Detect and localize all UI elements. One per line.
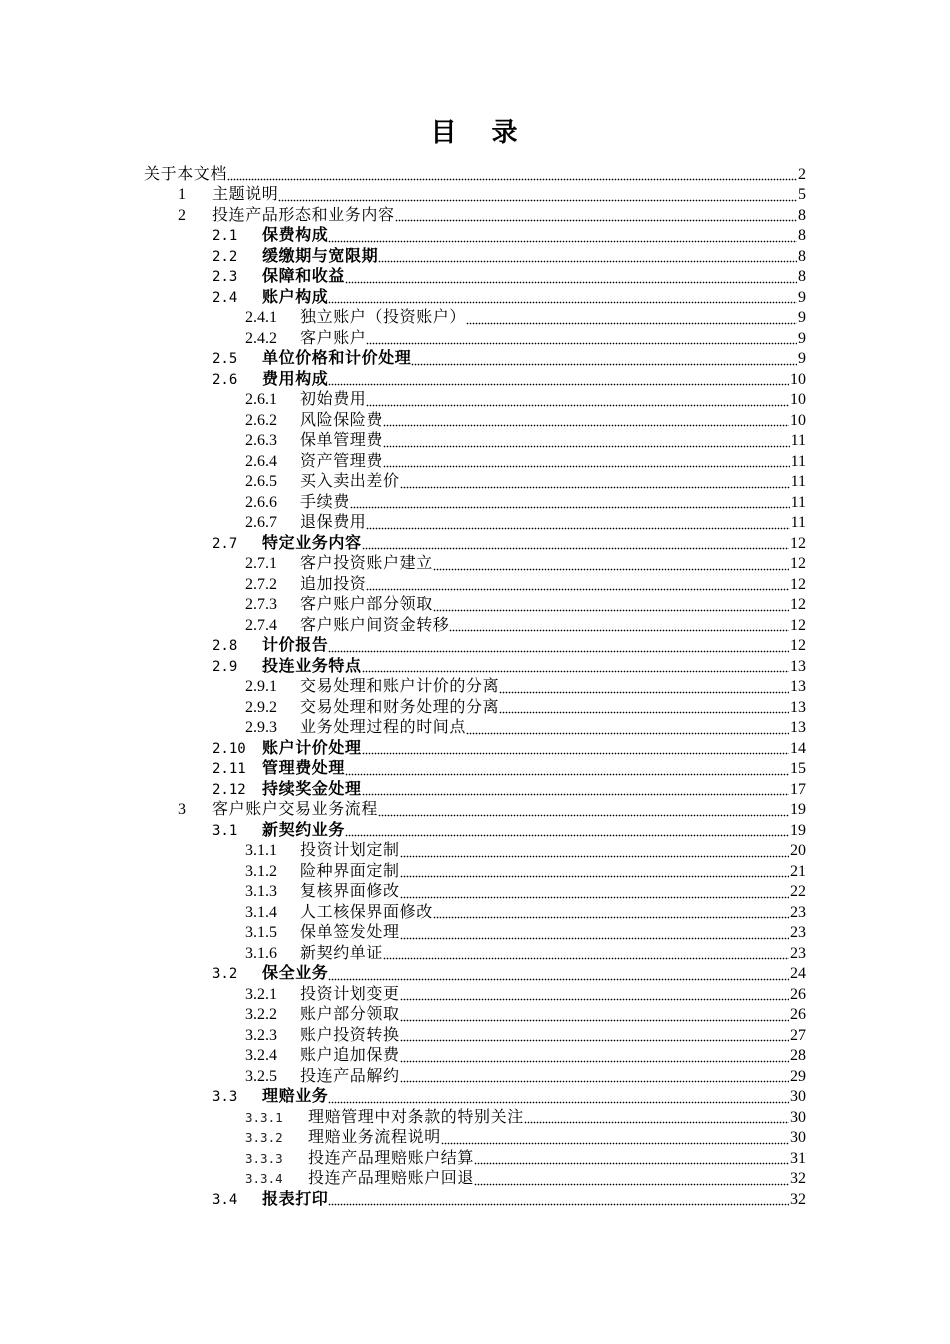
toc-entry-title: 买入卖出差价	[300, 473, 400, 491]
toc-entry-title: 账户计价处理	[262, 739, 362, 757]
toc-entry-page-number: 19	[790, 801, 806, 819]
toc-entry	[212, 370, 806, 391]
toc-entry-page-number: 9	[798, 329, 806, 347]
toc-entry-title: 保障和收益	[262, 268, 346, 286]
toc-entry-number: 2.9	[212, 658, 238, 675]
toc-entry-page-number: 30	[790, 1108, 806, 1126]
toc-entry-title: 关于本文档	[144, 165, 228, 183]
toc-dot-leader	[383, 452, 790, 473]
toc-dot-leader	[395, 206, 797, 227]
toc-entry	[245, 862, 806, 883]
toc-entry	[245, 1005, 806, 1026]
toc-entry-number: 3.1.4	[245, 903, 277, 921]
toc-entry-title: 人工核保界面修改	[300, 903, 433, 921]
toc-entry	[245, 882, 806, 903]
toc-entry-page-number: 30	[790, 1129, 806, 1147]
toc-dot-leader	[400, 882, 789, 903]
toc-entry-number: 2.7.4	[245, 616, 277, 634]
toc-entry-number: 3.3.4	[245, 1171, 283, 1187]
toc-entry	[245, 308, 806, 329]
toc-entry-page-number: 13	[790, 657, 806, 675]
toc-entry-title: 报表打印	[262, 1190, 329, 1208]
toc-entry-title: 交易处理和账户计价的分离	[300, 678, 500, 696]
toc-entry-number: 3.1.2	[245, 862, 277, 880]
toc-entry	[245, 329, 806, 350]
toc-entry-page-number: 9	[798, 350, 806, 368]
toc-entry-number: 2.6.3	[245, 432, 277, 450]
toc-dot-leader	[366, 390, 789, 411]
toc-entry-title: 理赔业务	[262, 1088, 329, 1106]
toc-entry-number: 2.2	[212, 248, 238, 265]
toc-dot-leader	[278, 185, 797, 206]
toc-entry-page-number: 2	[798, 165, 806, 183]
toc-entry-page-number: 8	[798, 247, 806, 265]
toc-entry-number: 3.2.1	[245, 985, 277, 1003]
toc-dot-leader	[524, 1108, 789, 1129]
toc-dot-leader	[383, 944, 789, 965]
toc-dot-leader	[400, 841, 789, 862]
toc-dot-leader	[400, 472, 790, 493]
toc-entry-page-number: 32	[790, 1170, 806, 1188]
toc-entry-page-number: 13	[790, 698, 806, 716]
toc-entry	[245, 1128, 806, 1149]
toc-entry-page-number: 26	[790, 985, 806, 1003]
toc-entry	[178, 185, 806, 206]
toc-entry-title: 管理费处理	[262, 760, 346, 778]
toc-entry-number: 2.4.2	[245, 329, 277, 347]
toc-entry	[245, 698, 806, 719]
toc-entry-page-number: 9	[798, 309, 806, 327]
toc-entry-number: 2.9.1	[245, 678, 277, 696]
toc-entry-number: 3.3.3	[245, 1150, 283, 1166]
toc-dot-leader	[345, 821, 789, 842]
toc-entry-number: 3.1.5	[245, 924, 277, 942]
toc-entry	[245, 677, 806, 698]
toc-entry-page-number: 24	[790, 965, 806, 983]
toc-entry	[212, 759, 806, 780]
toc-entry	[212, 534, 806, 555]
toc-entry-title: 客户投资账户建立	[300, 555, 433, 573]
toc-dot-leader	[328, 1087, 789, 1108]
toc-dot-leader	[378, 800, 789, 821]
toc-dot-leader	[474, 1149, 789, 1170]
toc-entry-page-number: 26	[790, 1006, 806, 1024]
toc-entry-number: 2.10	[212, 740, 246, 757]
toc-entry-title: 投连产品形态和业务内容	[212, 206, 395, 224]
toc-entry-number: 3.3	[212, 1089, 238, 1106]
toc-entry-title: 保单管理费	[300, 432, 384, 450]
toc-entry	[212, 226, 806, 247]
toc-dot-leader	[400, 985, 789, 1006]
toc-entry-number: 2.9.3	[245, 719, 277, 737]
toc-entry-number: 2.3	[212, 269, 238, 286]
toc-entry-page-number: 17	[790, 780, 806, 798]
toc-dot-leader	[433, 903, 789, 924]
toc-entry-title: 客户账户间资金转移	[300, 616, 450, 634]
toc-entry-page-number: 10	[790, 370, 806, 388]
toc-entry-page-number: 9	[798, 288, 806, 306]
toc-entry-page-number: 32	[790, 1190, 806, 1208]
toc-entry-number: 2.12	[212, 781, 246, 798]
toc-entry-title: 保单签发处理	[300, 924, 400, 942]
toc-entry-title: 主题说明	[212, 186, 279, 204]
toc-entry-title: 持续奖金处理	[262, 780, 362, 798]
toc-entry-number: 3	[178, 801, 186, 819]
toc-dot-leader	[345, 759, 789, 780]
toc-entry-number: 2.7.3	[245, 596, 277, 614]
toc-entry-title: 投连产品解约	[300, 1067, 400, 1085]
toc-entry-page-number: 8	[798, 206, 806, 224]
toc-entry	[245, 1108, 806, 1129]
toc-entry-page-number: 22	[790, 883, 806, 901]
table-of-contents	[0, 165, 950, 1211]
toc-entry-number: 2.5	[212, 351, 238, 368]
toc-dot-leader	[400, 1026, 789, 1047]
toc-entry-number: 3.2	[212, 966, 238, 983]
toc-entry-title: 新契约业务	[262, 821, 346, 839]
toc-entry-number: 2.7.2	[245, 575, 277, 593]
toc-entry-number: 2.9.2	[245, 698, 277, 716]
toc-entry	[178, 800, 806, 821]
toc-dot-leader	[433, 595, 789, 616]
toc-dot-leader	[362, 657, 789, 678]
toc-entry-page-number: 29	[790, 1067, 806, 1085]
toc-entry-number: 2.6.7	[245, 514, 277, 532]
toc-entry-title: 保全业务	[262, 965, 329, 983]
toc-entry-page-number: 5	[798, 186, 806, 204]
toc-entry-title: 复核界面修改	[300, 883, 400, 901]
toc-entry-title: 计价报告	[262, 637, 329, 655]
toc-dot-leader	[400, 1046, 789, 1067]
toc-entry	[245, 1149, 806, 1170]
toc-entry	[245, 595, 806, 616]
toc-entry-number: 2.6.2	[245, 411, 277, 429]
toc-entry	[212, 964, 806, 985]
toc-entry-number: 3.1.1	[245, 842, 277, 860]
page-title: 目 录	[430, 118, 520, 148]
toc-entry-page-number: 10	[790, 411, 806, 429]
toc-dot-leader	[499, 698, 789, 719]
toc-entry-number: 3.4	[212, 1191, 238, 1208]
toc-entry-title: 投连产品理赔账户结算	[308, 1149, 475, 1167]
toc-dot-leader	[328, 636, 789, 657]
toc-entry	[178, 206, 806, 227]
toc-entry	[245, 985, 806, 1006]
toc-entry-title: 资产管理费	[300, 452, 384, 470]
toc-entry-page-number: 31	[790, 1149, 806, 1167]
toc-entry-page-number: 12	[790, 575, 806, 593]
toc-entry	[212, 288, 806, 309]
toc-entry	[245, 513, 806, 534]
toc-dot-leader	[328, 1190, 789, 1211]
toc-entry-title: 投连产品理赔账户回退	[308, 1170, 475, 1188]
toc-entry	[212, 739, 806, 760]
toc-entry-page-number: 28	[790, 1047, 806, 1065]
toc-dot-leader	[366, 513, 789, 534]
toc-entry	[245, 472, 806, 493]
toc-dot-leader	[441, 1128, 789, 1149]
toc-dot-leader	[328, 370, 789, 391]
toc-entry-title: 风险保险费	[300, 411, 384, 429]
toc-entry	[245, 1067, 806, 1088]
toc-entry	[245, 841, 806, 862]
toc-entry	[212, 780, 806, 801]
toc-entry	[245, 452, 806, 473]
toc-entry-page-number: 21	[790, 862, 806, 880]
toc-entry	[212, 247, 806, 268]
toc-entry	[245, 616, 806, 637]
toc-entry-number: 2.6.6	[245, 493, 277, 511]
toc-entry	[212, 821, 806, 842]
toc-entry-title: 追加投资	[300, 575, 367, 593]
toc-entry-number: 2.6	[212, 371, 238, 388]
toc-dot-leader	[433, 554, 789, 575]
toc-entry-title: 账户投资转换	[300, 1026, 400, 1044]
toc-dot-leader	[383, 411, 789, 432]
toc-entry	[245, 431, 806, 452]
toc-entry-page-number: 19	[790, 821, 806, 839]
toc-entry-title: 手续费	[300, 493, 350, 511]
toc-entry-number: 3.1.3	[245, 883, 277, 901]
toc-dot-leader	[362, 739, 789, 760]
toc-entry	[212, 636, 806, 657]
toc-entry-title: 理赔业务流程说明	[308, 1129, 441, 1147]
toc-entry-page-number: 13	[790, 678, 806, 696]
toc-entry	[245, 390, 806, 411]
toc-dot-leader	[366, 329, 797, 350]
toc-entry-number: 2.6.5	[245, 473, 277, 491]
toc-dot-leader	[328, 288, 797, 309]
toc-entry-title: 投资计划定制	[300, 842, 400, 860]
toc-entry-number: 3.3.2	[245, 1130, 283, 1146]
toc-entry-page-number: 13	[790, 719, 806, 737]
toc-entry-number: 1	[178, 186, 186, 204]
toc-dot-leader	[227, 165, 797, 186]
toc-dot-leader	[362, 780, 789, 801]
toc-entry-page-number: 12	[790, 616, 806, 634]
toc-entry-number: 3.2.4	[245, 1047, 277, 1065]
toc-entry	[245, 1169, 806, 1190]
toc-entry-title: 账户追加保费	[300, 1047, 400, 1065]
toc-dot-leader	[400, 923, 789, 944]
toc-entry-title: 退保费用	[300, 514, 367, 532]
toc-entry-page-number: 15	[790, 760, 806, 778]
toc-entry-page-number: 23	[790, 924, 806, 942]
toc-entry-number: 2.7	[212, 535, 238, 552]
toc-entry-title: 客户账户	[300, 329, 367, 347]
toc-entry	[245, 1026, 806, 1047]
toc-entry-page-number: 11	[790, 514, 806, 532]
toc-entry-title: 缓缴期与宽限期	[262, 247, 379, 265]
toc-entry	[245, 903, 806, 924]
toc-entry-number: 2.1	[212, 228, 238, 245]
toc-entry-page-number: 12	[790, 555, 806, 573]
toc-dot-leader	[411, 349, 797, 370]
toc-entry-number: 3.3.1	[245, 1109, 283, 1125]
toc-entry-number: 2.8	[212, 638, 238, 655]
toc-entry-title: 投连业务特点	[262, 657, 362, 675]
toc-entry-number: 3.1	[212, 822, 238, 839]
toc-entry-title: 客户账户部分领取	[300, 596, 433, 614]
toc-entry-page-number: 11	[790, 452, 806, 470]
toc-entry-title: 客户账户交易业务流程	[212, 801, 379, 819]
toc-entry	[245, 575, 806, 596]
toc-dot-leader	[378, 247, 797, 268]
toc-entry-number: 3.2.5	[245, 1067, 277, 1085]
toc-entry-page-number: 27	[790, 1026, 806, 1044]
toc-entry-number: 2.4.1	[245, 309, 277, 327]
toc-entry-page-number: 12	[790, 534, 806, 552]
toc-dot-leader	[499, 677, 789, 698]
toc-entry-page-number: 12	[790, 637, 806, 655]
toc-entry-page-number: 11	[790, 432, 806, 450]
toc-entry	[245, 554, 806, 575]
toc-entry-page-number: 8	[798, 268, 806, 286]
toc-entry	[144, 165, 806, 186]
toc-entry-title: 初始费用	[300, 391, 367, 409]
toc-entry-number: 3.2.2	[245, 1006, 277, 1024]
toc-entry-title: 投资计划变更	[300, 985, 400, 1003]
toc-dot-leader	[328, 226, 797, 247]
toc-entry-title: 特定业务内容	[262, 534, 362, 552]
toc-entry-title: 交易处理和财务处理的分离	[300, 698, 500, 716]
toc-dot-leader	[400, 1067, 789, 1088]
toc-entry-page-number: 11	[790, 493, 806, 511]
toc-entry-title: 独立账户（投资账户）	[300, 309, 467, 327]
toc-entry	[212, 1087, 806, 1108]
toc-entry-title: 新契约单证	[300, 944, 384, 962]
toc-dot-leader	[449, 616, 789, 637]
toc-entry-title: 单位价格和计价处理	[262, 350, 412, 368]
toc-dot-leader	[466, 308, 797, 329]
toc-entry	[245, 718, 806, 739]
toc-entry-page-number: 10	[790, 391, 806, 409]
toc-entry	[245, 493, 806, 514]
toc-entry-number: 2.11	[212, 761, 246, 778]
toc-dot-leader	[400, 1005, 789, 1026]
toc-entry-number: 2	[178, 206, 186, 224]
toc-dot-leader	[474, 1169, 789, 1190]
toc-entry-page-number: 11	[790, 473, 806, 491]
toc-entry-title: 业务处理过程的时间点	[300, 719, 467, 737]
toc-entry	[245, 923, 806, 944]
toc-entry	[245, 944, 806, 965]
toc-entry-page-number: 8	[798, 227, 806, 245]
toc-entry-page-number: 12	[790, 596, 806, 614]
toc-entry-number: 2.4	[212, 289, 238, 306]
toc-dot-leader	[400, 862, 789, 883]
toc-dot-leader	[466, 718, 789, 739]
toc-entry-title: 理赔管理中对条款的特别关注	[308, 1108, 524, 1126]
toc-entry	[245, 411, 806, 432]
toc-entry	[245, 1046, 806, 1067]
toc-entry-title: 保费构成	[262, 227, 329, 245]
toc-dot-leader	[366, 575, 789, 596]
toc-dot-leader	[345, 267, 797, 288]
toc-dot-leader	[362, 534, 789, 555]
toc-entry-title: 账户部分领取	[300, 1006, 400, 1024]
toc-entry-page-number: 14	[790, 739, 806, 757]
toc-entry	[212, 267, 806, 288]
toc-entry-page-number: 23	[790, 903, 806, 921]
toc-entry	[212, 349, 806, 370]
toc-entry-title: 费用构成	[262, 370, 329, 388]
toc-entry-number: 2.6.1	[245, 391, 277, 409]
toc-entry-title: 账户构成	[262, 288, 329, 306]
toc-entry-page-number: 23	[790, 944, 806, 962]
toc-entry-number: 3.1.6	[245, 944, 277, 962]
toc-dot-leader	[383, 431, 790, 452]
toc-entry-number: 2.7.1	[245, 555, 277, 573]
toc-entry-page-number: 20	[790, 842, 806, 860]
toc-entry-number: 3.2.3	[245, 1026, 277, 1044]
toc-entry-title: 险种界面定制	[300, 862, 400, 880]
toc-dot-leader	[350, 493, 790, 514]
toc-dot-leader	[328, 964, 789, 985]
toc-entry-number: 2.6.4	[245, 452, 277, 470]
toc-entry-page-number: 30	[790, 1088, 806, 1106]
toc-entry	[212, 657, 806, 678]
toc-entry	[212, 1190, 806, 1211]
